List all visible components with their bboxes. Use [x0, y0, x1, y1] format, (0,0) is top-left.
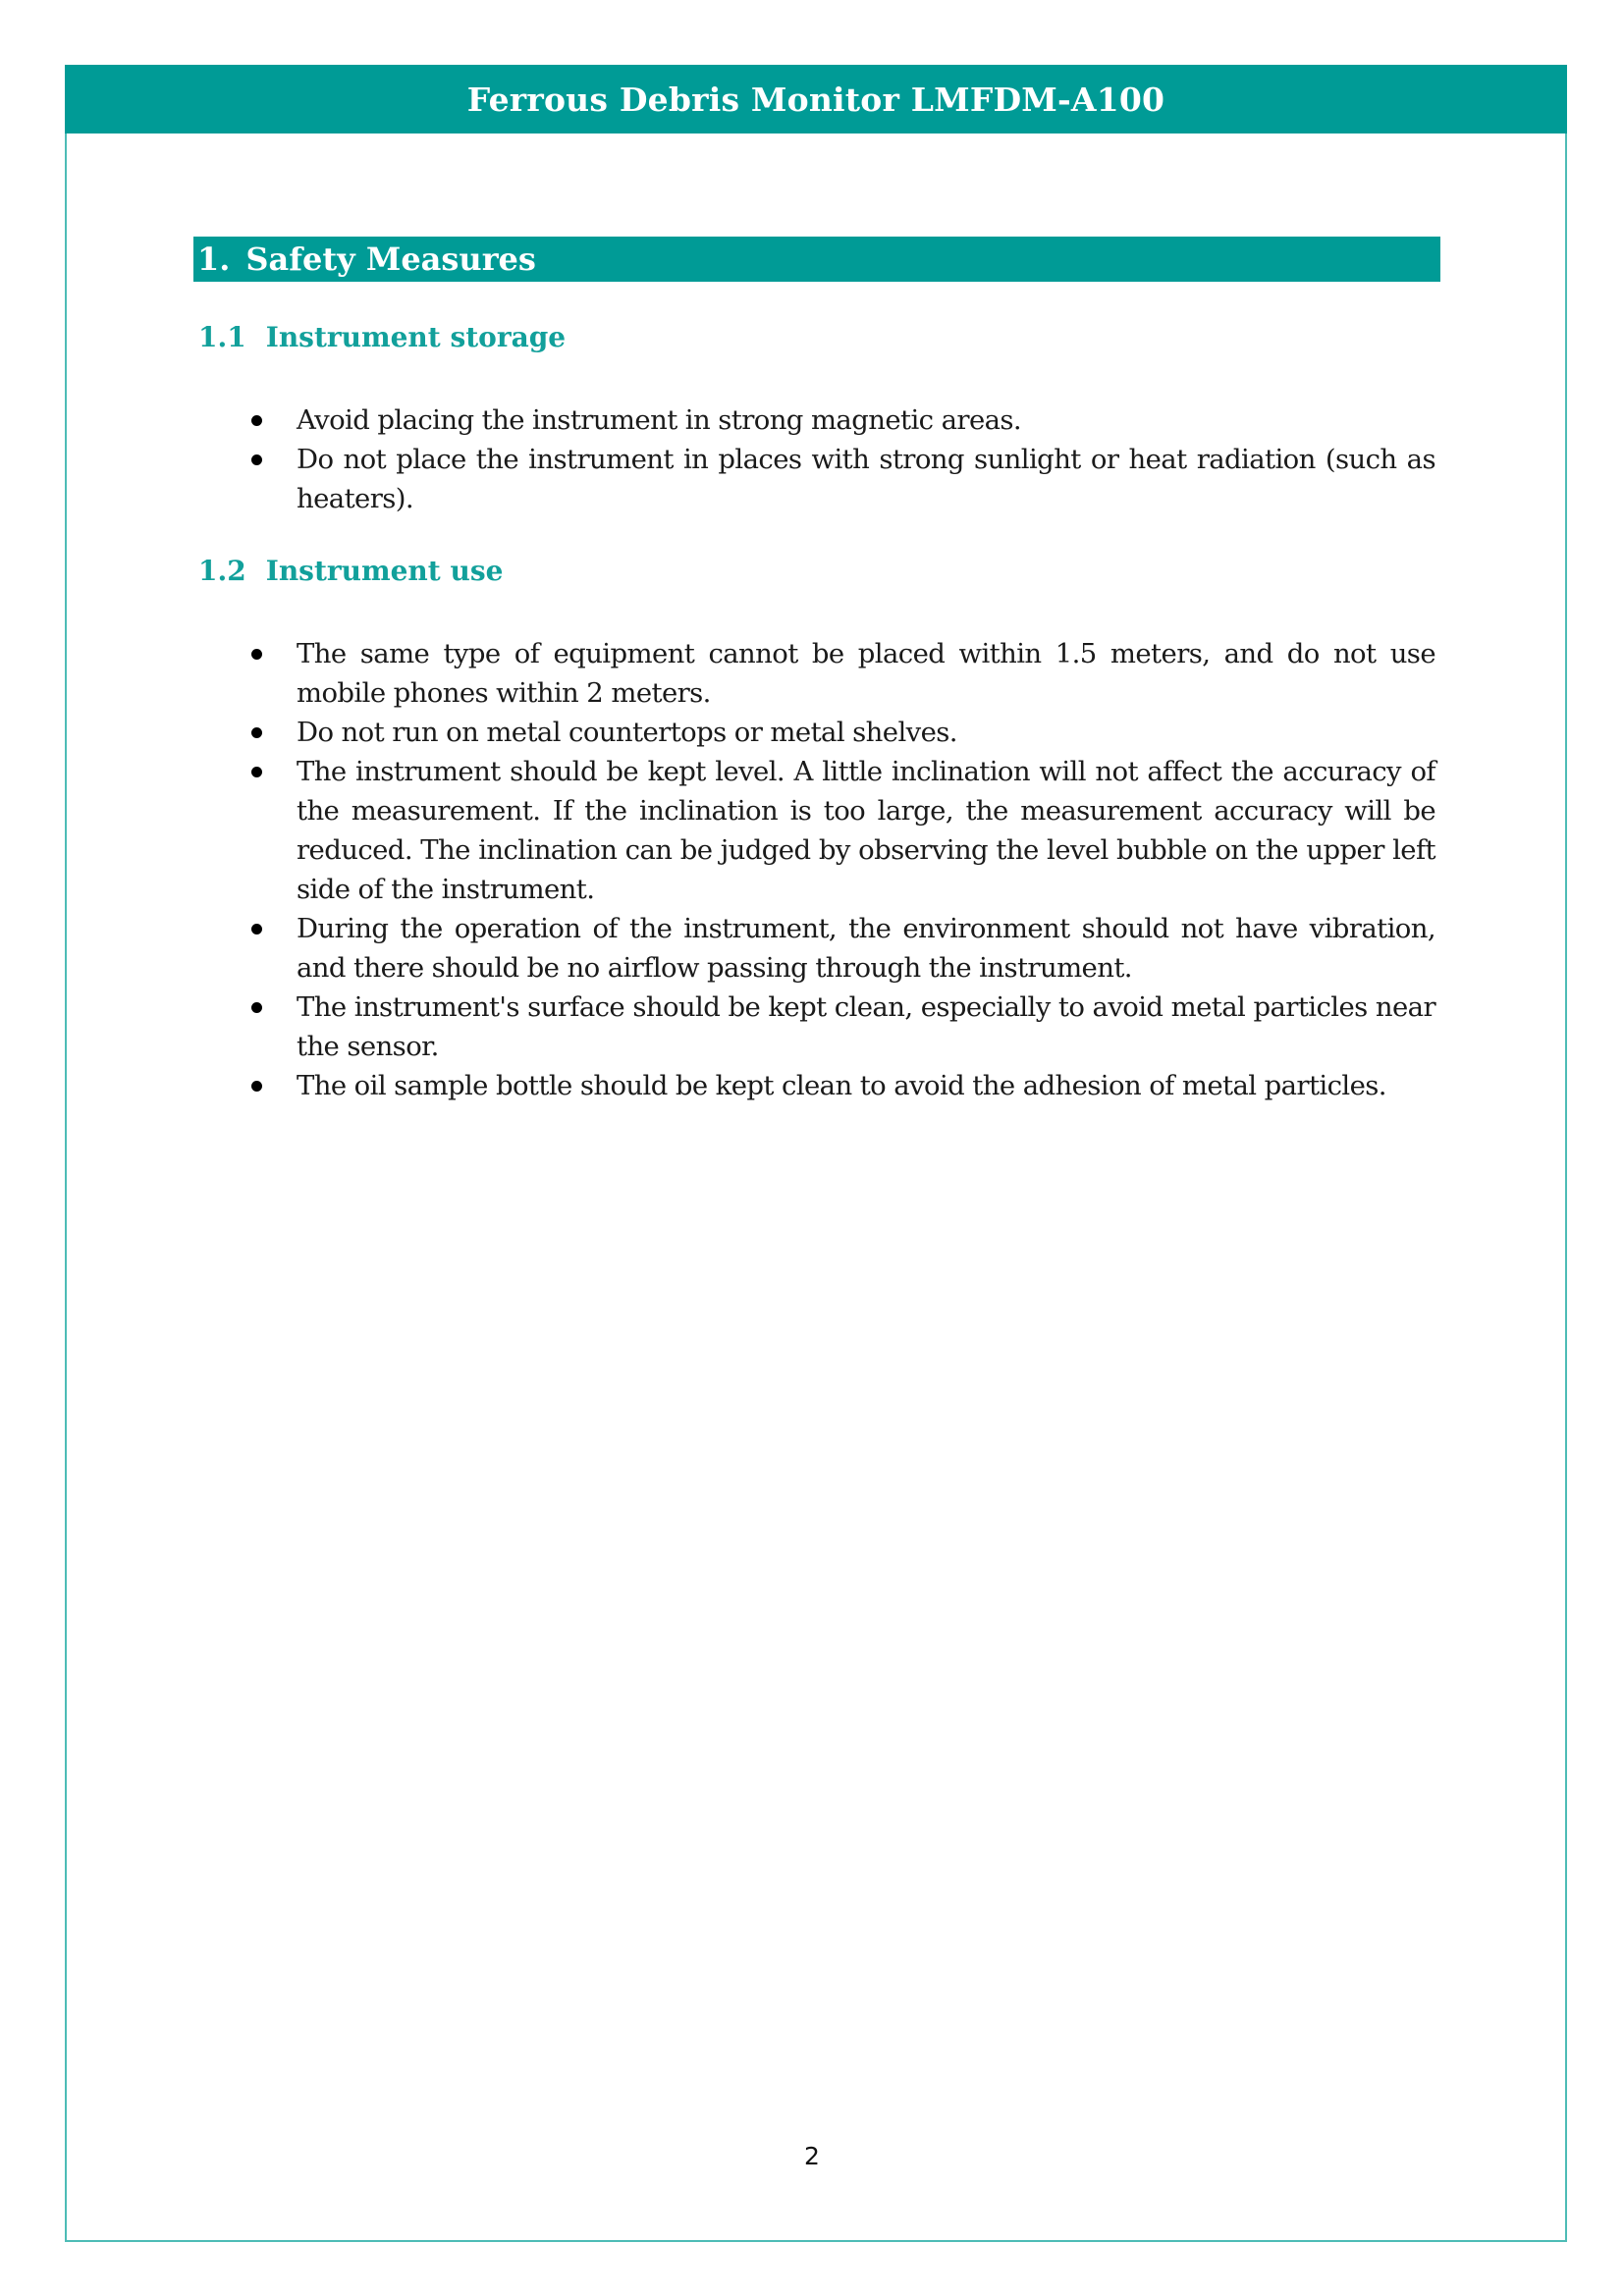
bullet-icon [251, 767, 262, 777]
list-item-text: The same type of equipment cannot be placed within 1.5 meters, and do not use mobile phones within 2 meters. [297, 638, 1435, 709]
bullet-list-storage [245, 400, 1435, 518]
list-item [245, 909, 1435, 988]
page-border [65, 65, 1567, 2242]
list-item-text: The instrument should be kept level. A little inclination will not affect the accuracy of the measurement. If the inclination is too large, the measurement accuracy will be reduced. The inclination can be judged by observing the level bubble on the upper left side of the instrument. [297, 756, 1435, 905]
section-title-text [197, 240, 536, 278]
document-header [65, 65, 1567, 133]
subsection-heading-storage [198, 321, 566, 353]
bullet-icon [251, 454, 262, 465]
list-item-text: Do not run on metal countertops or metal shelves. [297, 717, 957, 748]
section-number: 1. [197, 240, 231, 278]
list-item [245, 713, 1435, 752]
subsection-number: 1.1 [198, 321, 246, 353]
section-heading [193, 237, 1440, 282]
subsection-heading-use [198, 555, 503, 587]
list-item-text: Avoid placing the instrument in strong magnetic areas. [297, 404, 1022, 436]
bullet-icon [251, 1002, 262, 1013]
list-item [245, 752, 1435, 909]
document-title: Ferrous Debris Monitor LMFDM-A100 [466, 80, 1165, 119]
subsection-title: Instrument use [265, 555, 504, 587]
list-item [245, 634, 1435, 713]
list-item-text: The instrument's surface should be kept clean, especially to avoid metal particles near the sensor. [297, 991, 1435, 1062]
bullet-icon [251, 727, 262, 738]
list-item [245, 440, 1435, 518]
section-title: Safety Measures [245, 240, 536, 278]
list-item-text: The oil sample bottle should be kept clean to avoid the adhesion of metal particles. [297, 1070, 1386, 1101]
bullet-icon [251, 924, 262, 934]
list-item-text: During the operation of the instrument, the environment should not have vibration, and there should be no airflow passing through the instrument. [297, 913, 1435, 984]
subsection-title: Instrument storage [265, 321, 567, 353]
bullet-icon [251, 415, 262, 426]
list-item [245, 1066, 1435, 1105]
list-item [245, 400, 1435, 440]
list-item-text: Do not place the instrument in places with strong sunlight or heat radiation (such as heaters). [297, 444, 1435, 514]
bullet-icon [251, 1081, 262, 1092]
bullet-icon [251, 649, 262, 660]
subsection-number: 1.2 [198, 555, 246, 587]
bullet-list-use [245, 634, 1435, 1105]
list-item [245, 988, 1435, 1066]
page-number: 2 [804, 2142, 820, 2170]
